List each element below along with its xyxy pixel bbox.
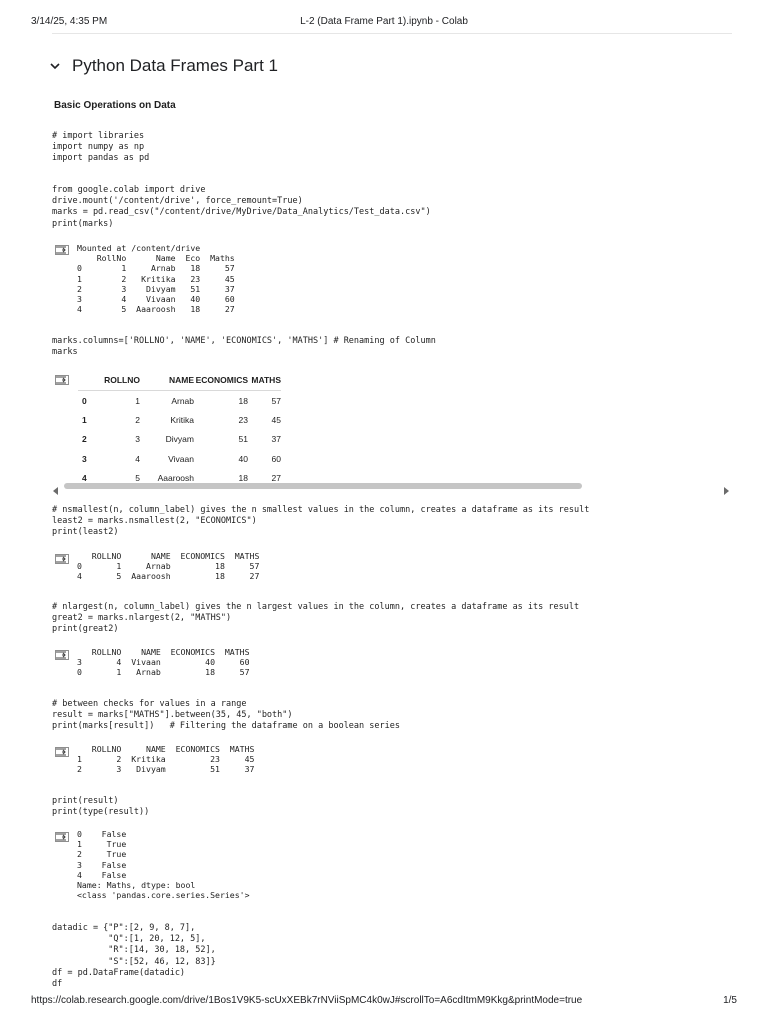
output-toggle-icon[interactable] xyxy=(55,242,69,252)
print-datetime: 3/14/25, 4:35 PM xyxy=(31,16,108,27)
table-cell: 51 xyxy=(238,434,248,445)
column-header: MATHS xyxy=(248,370,281,391)
page-number: 1/5 xyxy=(723,995,737,1006)
subheading: Basic Operations on Data xyxy=(54,100,176,111)
section-heading[interactable] xyxy=(48,54,278,78)
column-header: ROLLNO xyxy=(92,370,140,391)
print-document-title: L-2 (Data Frame Part 1).ipynb - Colab xyxy=(300,16,468,27)
cell-output-between: ROLLNO NAME ECONOMICS MATHS 1 2 Kritika 23 45 2 3 Divyam 51 37 xyxy=(77,744,255,775)
row-index: 4 xyxy=(82,473,87,484)
row-index: 2 xyxy=(82,434,87,445)
table-row xyxy=(78,410,281,429)
column-header: NAME xyxy=(140,370,194,391)
section-title: Python Data Frames Part 1 xyxy=(72,56,278,75)
table-cell: 60 xyxy=(271,453,281,464)
table-cell: Arnab xyxy=(171,395,194,406)
code-cell-rename-columns[interactable]: marks.columns=['ROLLNO', 'NAME', 'ECONOMICS', 'MATHS'] # Renaming of Column marks xyxy=(52,336,436,358)
scroll-right-icon[interactable] xyxy=(722,482,730,490)
code-cell-datadic[interactable]: datadic = {"P":[2, 9, 8, 7], "Q":[1, 20, 12, 5], "R":[14, 30, 18, 52], "S":[52, 46, 12, 83]} df = pd.DataFrame(datadic) df xyxy=(52,923,216,990)
table-cell: 40 xyxy=(238,453,248,464)
print-url: https://colab.research.google.com/drive/1Bos1V9K5-scUxXEBk7rNViiSpMC4k0wJ#scrollTo=A6cdItmM9Kkg&printMode=true xyxy=(31,995,583,1006)
row-index: 0 xyxy=(82,395,87,406)
output-toggle-icon[interactable] xyxy=(55,372,69,382)
dataframe-table xyxy=(78,370,281,488)
table-cell: Vivaan xyxy=(168,453,194,464)
table-cell: 18 xyxy=(238,473,248,484)
cell-output-print-marks: Mounted at /content/drive RollNo Name Eco Maths 0 1 Arnab 18 57 1 2 Kritika 23 45 2 3 Divyam 51 37 3 4 Vivaan 40 60 4 5 Aaaroosh 18 27 xyxy=(77,243,235,315)
column-header: ECONOMICS xyxy=(194,370,248,391)
table-row xyxy=(78,391,281,411)
header-divider xyxy=(52,33,732,34)
table-cell: 57 xyxy=(271,395,281,406)
cell-output-nsmallest: ROLLNO NAME ECONOMICS MATHS 0 1 Arnab 18 57 4 5 Aaaroosh 18 27 xyxy=(77,551,260,582)
cell-output-nlargest: ROLLNO NAME ECONOMICS MATHS 3 4 Vivaan 40 60 0 1 Arnab 18 57 xyxy=(77,647,250,678)
code-cell-print-result[interactable]: print(result) print(type(result)) xyxy=(52,796,150,818)
chevron-down-icon[interactable] xyxy=(48,59,62,73)
cell-output-boolean-series: 0 False 1 True 2 True 3 False 4 False Name: Maths, dtype: bool <class 'pandas.core.series.Series'> xyxy=(77,829,250,901)
table-row xyxy=(78,449,281,468)
dataframe-header-row xyxy=(78,370,281,391)
table-cell: 2 xyxy=(135,415,140,426)
code-cell-mount-drive[interactable]: from google.colab import drive drive.mount('/content/drive', force_remount=True) marks = pd.read_csv("/content/drive/MyDrive/Data_Analytics/Test_data.csv") print(marks) xyxy=(52,185,431,229)
scroll-left-icon[interactable] xyxy=(52,482,60,490)
table-cell: 3 xyxy=(135,434,140,445)
output-toggle-icon[interactable] xyxy=(55,744,69,754)
row-index: 3 xyxy=(82,453,87,464)
table-cell: 37 xyxy=(271,434,281,445)
code-cell-nsmallest[interactable]: # nsmallest(n, column_label) gives the n smallest values in the column, creates a dataframe as its result least2 = marks.nsmallest(2, "ECONOMICS") print(least2) xyxy=(52,505,590,538)
index-header xyxy=(78,370,92,391)
table-cell: Kritika xyxy=(170,415,194,426)
table-cell: 5 xyxy=(135,473,140,484)
table-cell: 27 xyxy=(271,473,281,484)
output-toggle-icon[interactable] xyxy=(55,647,69,657)
code-cell-between[interactable]: # between checks for values in a range result = marks["MATHS"].between(35, 45, "both") print(marks[result]) # Filtering the dataframe on a boolean series xyxy=(52,699,400,732)
table-cell: 4 xyxy=(135,453,140,464)
table-cell: Aaaroosh xyxy=(157,473,194,484)
code-cell-import-libraries[interactable]: # import libraries import numpy as np import pandas as pd xyxy=(52,131,150,164)
scrollbar-thumb[interactable] xyxy=(64,483,582,489)
table-cell: 18 xyxy=(238,395,248,406)
table-cell: 45 xyxy=(271,415,281,426)
table-row xyxy=(78,430,281,449)
output-toggle-icon[interactable] xyxy=(55,829,69,839)
print-footer xyxy=(31,995,737,1009)
horizontal-scrollbar[interactable] xyxy=(52,481,730,491)
table-cell: 23 xyxy=(238,415,248,426)
row-index: 1 xyxy=(82,415,87,426)
code-cell-nlargest[interactable]: # nlargest(n, column_label) gives the n largest values in the column, creates a dataframe as its result great2 = marks.nlargest(2, "MATHS") print(great2) xyxy=(52,602,580,635)
print-header xyxy=(31,16,737,30)
table-cell: Divyam xyxy=(165,434,194,445)
table-cell: 1 xyxy=(135,395,140,406)
output-toggle-icon[interactable] xyxy=(55,551,69,561)
